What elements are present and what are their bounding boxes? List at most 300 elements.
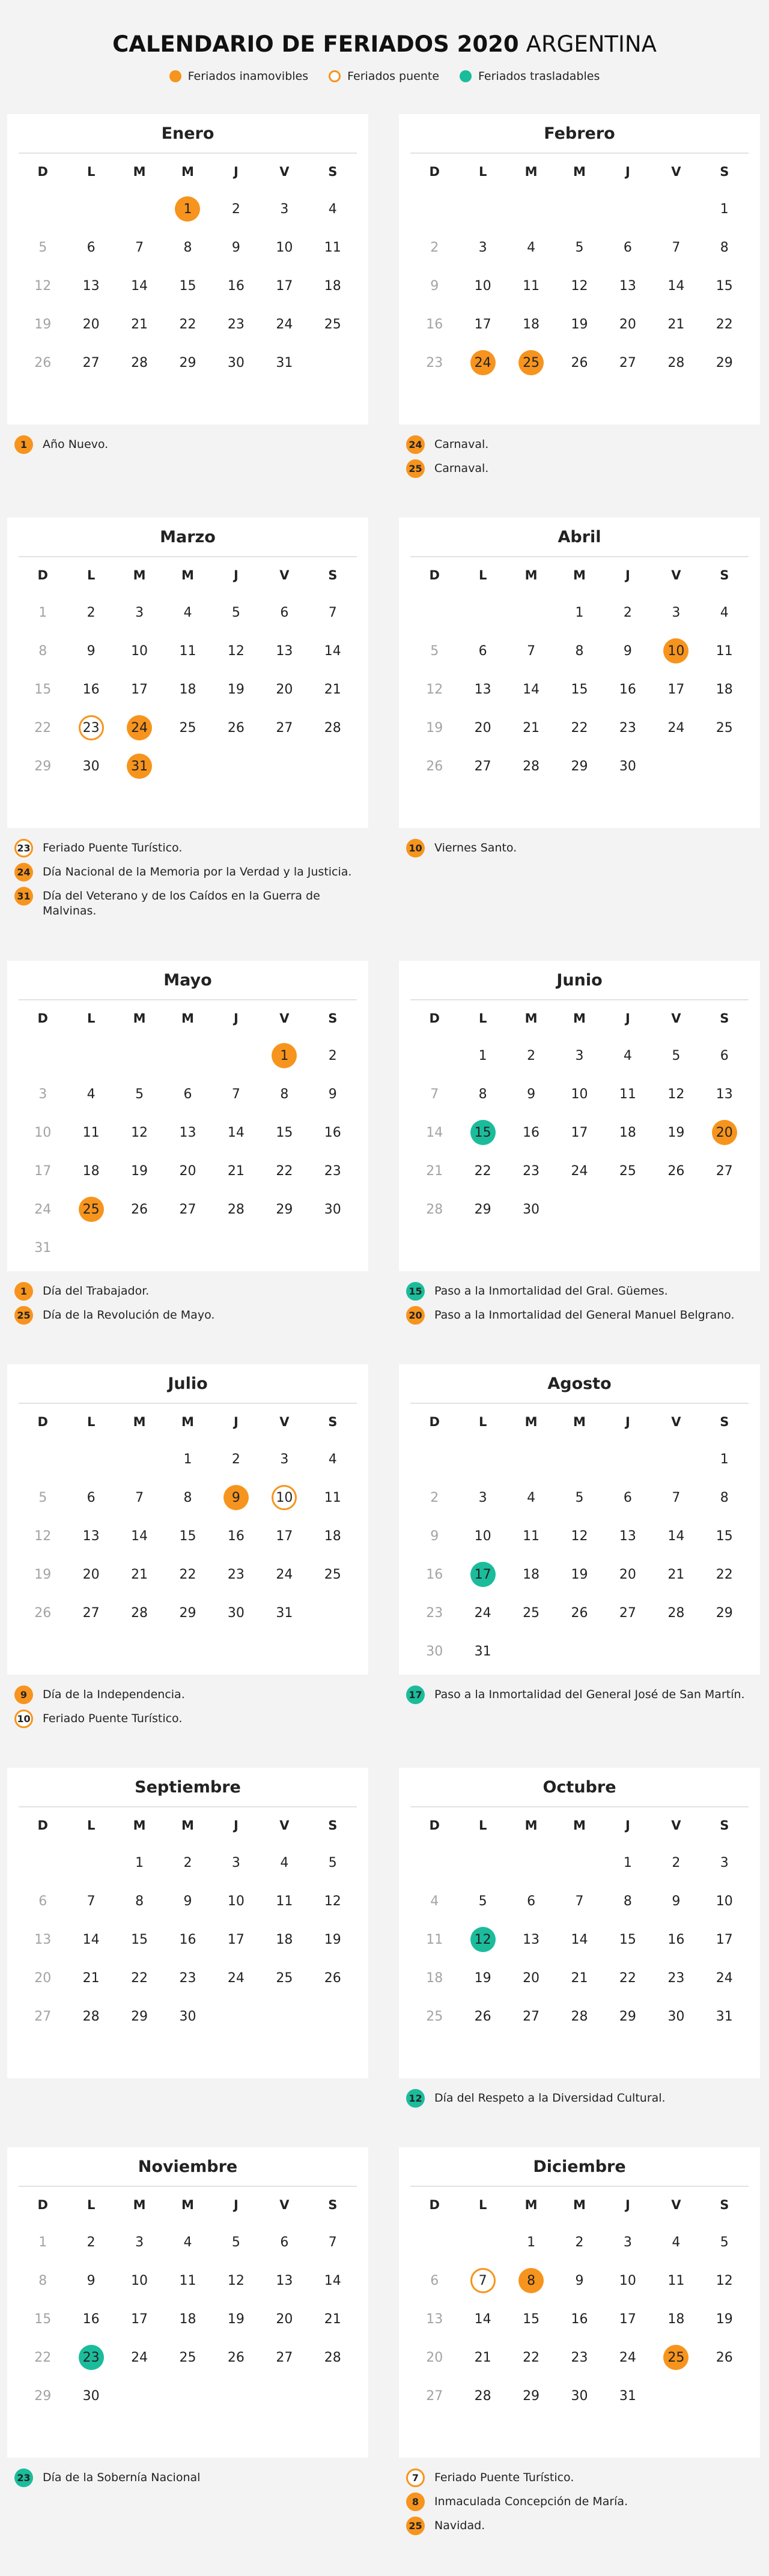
month-title: Octubre xyxy=(410,1768,749,1807)
day-number: 15 xyxy=(571,682,588,697)
day-number: 18 xyxy=(426,1970,443,1986)
day-number: 7 xyxy=(87,1893,96,1909)
day-number: 29 xyxy=(276,1202,293,1217)
day-cell xyxy=(555,267,603,305)
day-cell xyxy=(19,1113,67,1152)
day-number: 12 xyxy=(571,1528,588,1544)
day-grid xyxy=(19,2223,357,2415)
day-cell xyxy=(163,2338,211,2377)
day-number: 6 xyxy=(280,2234,289,2250)
day-cell xyxy=(19,343,67,382)
month-card xyxy=(399,961,760,1271)
day-number: 19 xyxy=(34,316,52,332)
day-number: 11 xyxy=(82,1125,100,1140)
day-number: 30 xyxy=(82,2388,100,2404)
weekday-label: L xyxy=(87,1818,96,1833)
day-number: 5 xyxy=(575,1490,584,1505)
day-number: 29 xyxy=(716,355,733,370)
day-number: 3 xyxy=(231,1855,240,1870)
holiday-description: Viernes Santo. xyxy=(434,841,517,854)
day-number: 4 xyxy=(527,1490,536,1505)
day-number: 6 xyxy=(87,1490,96,1505)
day-number: 10 xyxy=(571,1086,588,1102)
month-card xyxy=(399,518,760,828)
holiday-day-number: 20 xyxy=(712,1120,737,1145)
day-number: 21 xyxy=(426,1163,443,1179)
day-number: 13 xyxy=(82,1528,100,1544)
day-cell xyxy=(652,1843,700,1882)
empty-cell xyxy=(604,1440,652,1478)
day-cell xyxy=(701,593,749,632)
day-number: 13 xyxy=(34,1932,52,1947)
month-title: Noviembre xyxy=(19,2147,357,2187)
weekday-label: L xyxy=(87,568,96,582)
holiday-note xyxy=(406,839,753,857)
month-title: Mayo xyxy=(19,961,357,1000)
day-cell xyxy=(212,1959,260,1997)
day-number: 1 xyxy=(38,605,47,620)
day-number: 19 xyxy=(131,1163,148,1179)
day-number: 27 xyxy=(716,1163,733,1179)
day-cell xyxy=(507,1882,555,1920)
weekday-label: M xyxy=(524,1011,538,1026)
day-number: 6 xyxy=(430,2273,439,2288)
day-cell xyxy=(507,343,555,382)
day-number: 13 xyxy=(82,278,100,294)
day-cell xyxy=(555,2300,603,2338)
day-number: 23 xyxy=(667,1970,685,1986)
day-cell xyxy=(19,2223,67,2261)
day-number: 1 xyxy=(720,201,729,217)
month-title: Febrero xyxy=(410,114,749,154)
day-cell xyxy=(458,1959,506,1997)
day-number: 6 xyxy=(183,1086,192,1102)
day-number: 3 xyxy=(623,2234,632,2250)
day-cell xyxy=(67,1920,115,1959)
day-cell xyxy=(604,709,652,747)
holiday-day-number: 1 xyxy=(272,1043,297,1068)
day-grid xyxy=(410,190,749,382)
day-number: 5 xyxy=(231,2234,240,2250)
empty-cell xyxy=(458,1843,506,1882)
holiday-description: Día de la Revolución de Mayo. xyxy=(43,1308,215,1322)
day-cell xyxy=(604,1882,652,1920)
weekday-label: S xyxy=(328,1818,338,1833)
day-cell xyxy=(67,1959,115,1997)
day-cell xyxy=(701,632,749,670)
day-cell xyxy=(555,709,603,747)
holiday-notes xyxy=(7,2078,368,2089)
day-cell xyxy=(163,1843,211,1882)
day-number: 30 xyxy=(227,355,245,370)
month-card xyxy=(7,961,368,1271)
day-number: 14 xyxy=(131,1528,148,1544)
day-number: 30 xyxy=(667,2009,685,2024)
day-cell xyxy=(212,1594,260,1632)
day-number: 18 xyxy=(324,1528,341,1544)
weekday-label: M xyxy=(181,1818,194,1833)
weekday-label: J xyxy=(234,1011,239,1026)
day-number: 22 xyxy=(716,316,733,332)
day-number: 30 xyxy=(227,1605,245,1621)
day-cell xyxy=(652,1517,700,1555)
day-cell xyxy=(260,1959,308,1997)
holiday-day-number: 9 xyxy=(223,1485,249,1510)
month-julio xyxy=(7,1364,368,1734)
day-cell xyxy=(19,2338,67,2377)
month-card xyxy=(7,1768,368,2078)
day-number: 9 xyxy=(430,278,439,294)
holiday-note xyxy=(406,2493,753,2511)
day-number: 8 xyxy=(720,240,729,255)
day-number: 6 xyxy=(280,605,289,620)
holiday-note xyxy=(14,435,361,454)
day-cell xyxy=(19,747,67,785)
day-cell xyxy=(555,1036,603,1075)
day-cell xyxy=(260,1920,308,1959)
holiday-description: Día de la Sobernía Nacional xyxy=(43,2471,201,2484)
day-number: 29 xyxy=(523,2388,540,2404)
day-number: 27 xyxy=(276,720,293,736)
empty-cell xyxy=(555,1440,603,1478)
day-number: 29 xyxy=(34,758,52,774)
day-number: 1 xyxy=(623,1855,632,1870)
weekday-label: M xyxy=(181,165,194,179)
day-number: 16 xyxy=(426,316,443,332)
day-cell xyxy=(67,1882,115,1920)
day-grid xyxy=(19,1440,357,1632)
day-number: 31 xyxy=(716,2009,733,2024)
weekday-label: V xyxy=(279,1011,290,1026)
day-number: 24 xyxy=(276,1567,293,1582)
holiday-note xyxy=(406,2517,753,2535)
day-number: 8 xyxy=(280,1086,289,1102)
day-cell xyxy=(652,670,700,709)
day-number: 2 xyxy=(430,1490,439,1505)
day-number: 17 xyxy=(34,1163,52,1179)
empty-cell xyxy=(458,2223,506,2261)
weekday-label: M xyxy=(524,2198,538,2212)
day-number: 21 xyxy=(571,1970,588,1986)
weekday-label: L xyxy=(478,165,487,179)
holiday-note xyxy=(406,1306,753,1325)
day-cell xyxy=(555,2223,603,2261)
weekday-label: J xyxy=(234,1415,239,1429)
day-cell xyxy=(212,1843,260,1882)
day-cell xyxy=(309,709,357,747)
day-cell xyxy=(212,1882,260,1920)
day-number: 15 xyxy=(523,2311,540,2327)
day-grid xyxy=(19,593,357,785)
weekday-label: D xyxy=(429,1011,440,1026)
weekday-label: S xyxy=(720,1818,729,1833)
day-cell xyxy=(260,190,308,228)
day-number: 23 xyxy=(179,1970,196,1986)
day-number: 21 xyxy=(131,1567,148,1582)
empty-cell xyxy=(67,190,115,228)
day-number: 15 xyxy=(179,1528,196,1544)
holiday-description: Paso a la Inmortalidad del Gral. Güemes. xyxy=(434,1284,668,1298)
day-cell xyxy=(555,228,603,267)
day-cell xyxy=(458,343,506,382)
day-cell xyxy=(507,2223,555,2261)
weekday-label: S xyxy=(720,1415,729,1429)
day-cell xyxy=(410,632,458,670)
weekday-label: J xyxy=(234,2198,239,2212)
day-number: 14 xyxy=(523,682,540,697)
day-number: 2 xyxy=(87,2234,96,2250)
day-number: 8 xyxy=(575,643,584,659)
day-number: 9 xyxy=(183,1893,192,1909)
day-number: 4 xyxy=(328,201,337,217)
day-number: 23 xyxy=(227,316,245,332)
empty-cell xyxy=(19,190,67,228)
day-cell xyxy=(410,670,458,709)
day-cell xyxy=(67,2261,115,2300)
day-number: 21 xyxy=(523,720,540,736)
day-number: 22 xyxy=(276,1163,293,1179)
day-number: 11 xyxy=(179,2273,196,2288)
empty-cell xyxy=(410,190,458,228)
day-cell xyxy=(163,190,211,228)
day-cell xyxy=(458,228,506,267)
day-cell xyxy=(507,1920,555,1959)
day-cell xyxy=(410,1478,458,1517)
day-number: 19 xyxy=(324,1932,341,1947)
day-grid xyxy=(410,1440,749,1670)
day-number: 21 xyxy=(131,316,148,332)
holiday-description: Carnaval. xyxy=(434,438,489,451)
holiday-description: Día de la Independencia. xyxy=(43,1688,185,1701)
empty-cell xyxy=(410,1036,458,1075)
month-title: Enero xyxy=(19,114,357,154)
holiday-day-number: 25 xyxy=(663,2345,688,2370)
day-cell xyxy=(163,1594,211,1632)
day-number: 13 xyxy=(179,1125,196,1140)
day-number: 16 xyxy=(82,2311,100,2327)
day-cell xyxy=(555,670,603,709)
day-number: 26 xyxy=(426,758,443,774)
month-card xyxy=(399,1364,760,1675)
day-cell xyxy=(309,267,357,305)
day-number: 23 xyxy=(426,1605,443,1621)
day-cell xyxy=(115,2300,163,2338)
weekday-header xyxy=(19,1404,357,1440)
day-cell xyxy=(163,2300,211,2338)
day-cell xyxy=(260,1594,308,1632)
weekday-label: J xyxy=(234,568,239,582)
holiday-description: Inmaculada Concepción de María. xyxy=(434,2495,628,2508)
day-cell xyxy=(604,2300,652,2338)
day-cell xyxy=(212,267,260,305)
weekday-header xyxy=(410,1000,749,1036)
weekday-label: M xyxy=(573,1011,586,1026)
holiday-day-number: 23 xyxy=(79,2345,104,2370)
day-cell xyxy=(260,1152,308,1190)
day-number: 11 xyxy=(667,2273,685,2288)
weekday-label: S xyxy=(328,165,338,179)
day-grid xyxy=(19,1843,357,2036)
day-number: 3 xyxy=(672,605,681,620)
day-number: 1 xyxy=(38,2234,47,2250)
day-number: 31 xyxy=(34,1240,52,1256)
day-cell xyxy=(410,1882,458,1920)
day-number: 5 xyxy=(478,1893,487,1909)
day-number: 2 xyxy=(575,2234,584,2250)
day-cell xyxy=(260,343,308,382)
day-cell xyxy=(115,1478,163,1517)
day-number: 21 xyxy=(324,682,341,697)
holiday-badge: 15 xyxy=(406,1282,425,1301)
day-cell xyxy=(260,2261,308,2300)
month-card xyxy=(399,1768,760,2078)
day-cell xyxy=(604,1959,652,1997)
day-cell xyxy=(604,267,652,305)
day-number: 8 xyxy=(183,240,192,255)
day-number: 10 xyxy=(131,643,148,659)
day-cell xyxy=(507,2300,555,2338)
day-number: 20 xyxy=(82,316,100,332)
day-number: 28 xyxy=(131,1605,148,1621)
day-number: 12 xyxy=(131,1125,148,1140)
day-cell xyxy=(115,1882,163,1920)
day-cell xyxy=(458,1632,506,1670)
day-number: 20 xyxy=(619,316,636,332)
holiday-badge: 10 xyxy=(14,1710,33,1728)
day-cell xyxy=(115,2338,163,2377)
weekday-label: M xyxy=(133,1415,146,1429)
day-number: 7 xyxy=(672,240,681,255)
weekday-header xyxy=(19,2187,357,2223)
day-cell xyxy=(115,1075,163,1113)
page-header xyxy=(0,0,769,114)
day-cell xyxy=(507,1555,555,1594)
day-number: 11 xyxy=(523,278,540,294)
day-number: 10 xyxy=(716,1893,733,1909)
day-number: 3 xyxy=(478,1490,487,1505)
day-cell xyxy=(212,1555,260,1594)
month-septiembre xyxy=(7,1768,368,2089)
legend xyxy=(0,70,769,83)
holiday-notes xyxy=(7,1675,368,1728)
day-number: 12 xyxy=(716,2273,733,2288)
month-card xyxy=(7,114,368,425)
day-number: 9 xyxy=(672,1893,681,1909)
day-cell xyxy=(507,2261,555,2300)
day-number: 26 xyxy=(227,720,245,736)
day-number: 31 xyxy=(276,1605,293,1621)
day-number: 9 xyxy=(575,2273,584,2288)
weekday-label: J xyxy=(625,568,630,582)
day-cell xyxy=(701,1843,749,1882)
day-number: 4 xyxy=(183,2234,192,2250)
day-cell xyxy=(507,1075,555,1113)
day-number: 17 xyxy=(667,682,685,697)
day-cell xyxy=(309,2223,357,2261)
day-cell xyxy=(701,2300,749,2338)
day-number: 3 xyxy=(720,1855,729,1870)
day-number: 16 xyxy=(227,278,245,294)
day-cell xyxy=(410,709,458,747)
day-number: 30 xyxy=(324,1202,341,1217)
weekday-label: L xyxy=(478,1011,487,1026)
day-number: 7 xyxy=(527,643,536,659)
day-cell xyxy=(652,2261,700,2300)
day-cell xyxy=(67,747,115,785)
day-number: 10 xyxy=(34,1125,52,1140)
empty-cell xyxy=(507,593,555,632)
holiday-day-number: 23 xyxy=(79,715,104,740)
day-cell xyxy=(163,1440,211,1478)
day-cell xyxy=(212,1920,260,1959)
weekday-header xyxy=(19,1000,357,1036)
holiday-description: Día Nacional de la Memoria por la Verdad y la Justicia. xyxy=(43,865,352,878)
day-grid xyxy=(410,593,749,785)
holiday-notes xyxy=(399,1271,760,1325)
weekday-label: J xyxy=(234,1818,239,1833)
day-number: 21 xyxy=(474,2350,491,2365)
day-number: 28 xyxy=(474,2388,491,2404)
weekday-label: M xyxy=(524,568,538,582)
day-cell xyxy=(115,670,163,709)
day-number: 20 xyxy=(34,1970,52,1986)
holiday-notes xyxy=(399,2458,760,2535)
empty-cell xyxy=(555,1843,603,1882)
day-number: 3 xyxy=(280,201,289,217)
day-number: 5 xyxy=(575,240,584,255)
day-number: 28 xyxy=(667,1605,685,1621)
day-number: 21 xyxy=(82,1970,100,1986)
day-number: 19 xyxy=(716,2311,733,2327)
day-number: 24 xyxy=(131,2350,148,2365)
weekday-label: M xyxy=(181,568,194,582)
day-cell xyxy=(212,228,260,267)
day-number: 10 xyxy=(276,240,293,255)
weekday-header xyxy=(19,557,357,593)
month-title: Agosto xyxy=(410,1364,749,1404)
day-number: 1 xyxy=(575,605,584,620)
legend-label: Feriados trasladables xyxy=(478,70,600,83)
day-cell xyxy=(309,1190,357,1229)
day-number: 21 xyxy=(324,2311,341,2327)
day-number: 13 xyxy=(276,2273,293,2288)
day-number: 22 xyxy=(34,720,52,736)
day-cell xyxy=(458,2377,506,2415)
day-number: 28 xyxy=(571,2009,588,2024)
day-cell xyxy=(309,2261,357,2300)
day-cell xyxy=(260,1882,308,1920)
day-number: 19 xyxy=(571,1567,588,1582)
day-cell xyxy=(115,632,163,670)
day-cell xyxy=(555,343,603,382)
day-number: 6 xyxy=(623,1490,632,1505)
day-cell xyxy=(701,305,749,343)
day-number: 22 xyxy=(619,1970,636,1986)
day-number: 4 xyxy=(183,605,192,620)
day-number: 27 xyxy=(619,355,636,370)
day-cell xyxy=(652,1920,700,1959)
day-cell xyxy=(701,1517,749,1555)
day-cell xyxy=(260,1190,308,1229)
day-cell xyxy=(652,1152,700,1190)
day-cell xyxy=(507,1594,555,1632)
day-cell xyxy=(652,1036,700,1075)
holiday-badge: 24 xyxy=(406,435,425,454)
day-cell xyxy=(163,1997,211,2036)
day-number: 14 xyxy=(667,1528,685,1544)
day-cell xyxy=(309,1920,357,1959)
day-cell xyxy=(555,2261,603,2300)
